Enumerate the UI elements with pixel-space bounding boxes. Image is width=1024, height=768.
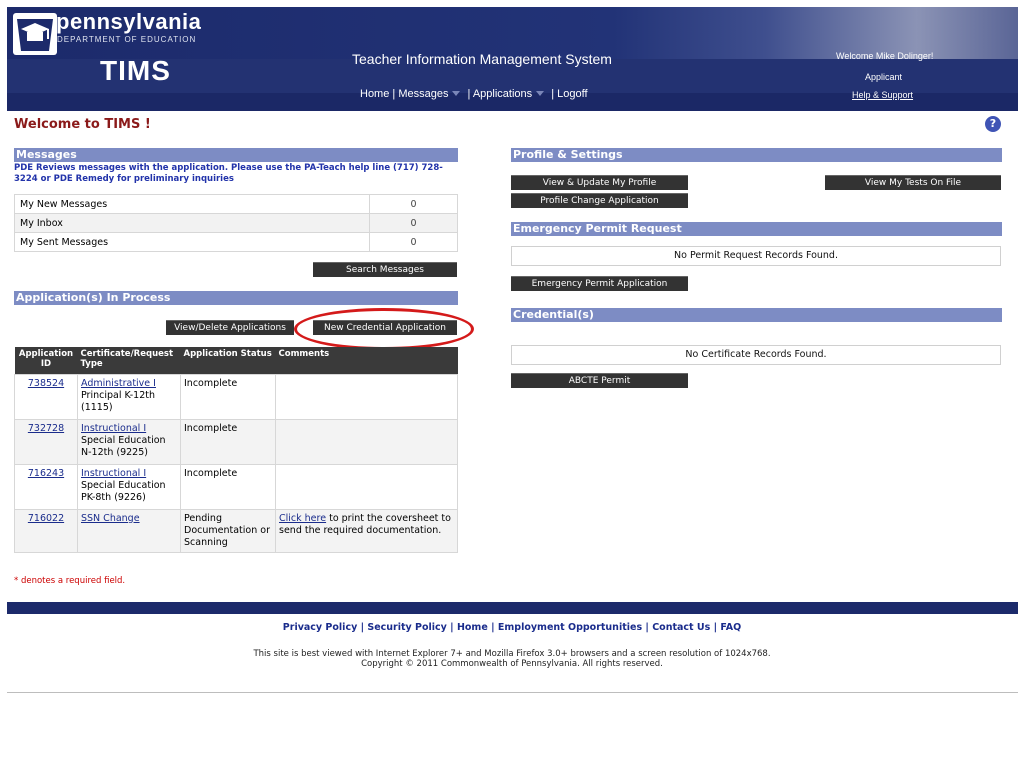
message-count: 0	[370, 195, 458, 214]
application-status: Incomplete	[181, 464, 276, 509]
application-id-link[interactable]: 716243	[27, 467, 65, 479]
search-messages-button[interactable]: Search Messages	[313, 262, 457, 277]
pa-keystone-logo-icon[interactable]	[13, 13, 57, 55]
page-title: Welcome to TIMS !	[14, 117, 151, 132]
tims-logo[interactable]: TIMS	[100, 55, 171, 86]
message-count: 0	[370, 233, 458, 252]
certificate-detail: Special Education N-12th (9225)	[81, 434, 166, 458]
table-row	[15, 509, 458, 552]
application-status: Incomplete	[181, 419, 276, 464]
footer-separator: |	[710, 622, 721, 633]
message-count: 0	[370, 214, 458, 233]
message-folder-label[interactable]: My New Messages	[15, 195, 370, 214]
applications-dropdown-icon[interactable]	[536, 91, 544, 96]
application-id-link[interactable]: 732728	[27, 422, 65, 434]
application-comment	[276, 509, 458, 552]
footer-separator: |	[357, 622, 368, 633]
nav-separator: |	[548, 88, 558, 100]
messages-table	[14, 194, 458, 252]
footer-employment-link[interactable]: Employment Opportunities	[497, 622, 643, 633]
profile-section-header: Profile & Settings	[511, 148, 1002, 162]
certificate-type-link[interactable]: Administrative I	[81, 377, 156, 389]
footer-divider	[7, 692, 1018, 693]
table-row[interactable]	[15, 233, 458, 252]
welcome-user-text: Welcome Mike Dolinger!	[836, 51, 934, 61]
profile-change-application-button[interactable]: Profile Change Application	[511, 193, 688, 208]
nav-home-link[interactable]: Home	[360, 88, 390, 100]
state-name: pennsylvania	[56, 9, 202, 34]
footer-privacy-link[interactable]: Privacy Policy	[282, 622, 358, 633]
system-name: Teacher Information Management System	[352, 51, 612, 67]
comment-text: to print the coversheet to send the required documentation.	[279, 512, 451, 536]
view-update-profile-button[interactable]: View & Update My Profile	[511, 175, 688, 190]
copyright: Copyright © 2011 Commonwealth of Pennsylvania. All rights reserved.	[361, 659, 663, 669]
application-id-link[interactable]: 738524	[27, 377, 65, 389]
emergency-permit-empty-message: No Permit Request Records Found.	[511, 246, 1001, 266]
message-folder-label[interactable]: My Sent Messages	[15, 233, 370, 252]
help-question-icon[interactable]: ?	[985, 116, 1001, 132]
view-tests-on-file-button[interactable]: View My Tests On File	[825, 175, 1001, 190]
certificate-type-link[interactable]: SSN Change	[81, 512, 140, 524]
footer-separator: |	[446, 622, 457, 633]
browser-recommendation: This site is best viewed with Internet Explorer 7+ and Mozilla Firefox 3.0+ browsers and a screen resolution of 1024x768.	[253, 649, 771, 659]
footer-links	[0, 622, 1024, 633]
help-support-link[interactable]: Help & Support	[852, 90, 914, 100]
nav-separator: |	[389, 88, 399, 100]
abcte-permit-button[interactable]: ABCTE Permit	[511, 373, 688, 388]
applications-table	[14, 347, 458, 553]
certificate-type-link[interactable]: Instructional I	[81, 422, 147, 434]
nav-messages-link[interactable]: Messages	[398, 88, 449, 100]
messages-note: PDE Reviews messages with the application. Please use the PA-Teach help line (717) 728-3224 or PDE Remedy for preliminary inquiries	[14, 163, 443, 184]
user-role-text: Applicant	[865, 72, 903, 82]
footer-separator: |	[642, 622, 653, 633]
message-folder-label[interactable]: My Inbox	[15, 214, 370, 233]
table-row	[15, 464, 458, 509]
application-id-link[interactable]: 716022	[27, 512, 65, 524]
table-row[interactable]	[15, 214, 458, 233]
footer-security-link[interactable]: Security Policy	[367, 622, 447, 633]
application-comment	[276, 464, 458, 509]
department-name: DEPARTMENT OF EDUCATION	[57, 35, 197, 44]
column-header-type: Certificate/Request Type	[78, 347, 181, 374]
nav-logoff-link[interactable]: Logoff	[557, 88, 588, 100]
column-header-status: Application Status	[181, 347, 276, 374]
messages-dropdown-icon[interactable]	[452, 91, 460, 96]
certificate-type-link[interactable]: Instructional I	[81, 467, 147, 479]
application-status: Incomplete	[181, 374, 276, 419]
comment-link[interactable]: Click here	[279, 512, 327, 524]
footer-home-link[interactable]: Home	[456, 622, 488, 633]
application-comment	[276, 419, 458, 464]
certificate-detail: Principal K-12th (1115)	[81, 389, 155, 413]
footer-separator: |	[487, 622, 498, 633]
application-comment	[276, 374, 458, 419]
emergency-permit-section-header: Emergency Permit Request	[511, 222, 1002, 236]
column-header-comments: Comments	[276, 347, 458, 374]
emergency-permit-application-button[interactable]: Emergency Permit Application	[511, 276, 688, 291]
nav-separator: |	[464, 88, 473, 100]
credentials-empty-message: No Certificate Records Found.	[511, 345, 1001, 365]
view-delete-applications-button[interactable]: View/Delete Applications	[166, 320, 294, 335]
credentials-section-header: Credential(s)	[511, 308, 1002, 322]
application-status: Pending Documentation or Scanning	[181, 509, 276, 552]
nav-applications-link[interactable]: Applications	[472, 88, 533, 100]
table-row[interactable]	[15, 195, 458, 214]
table-header-row	[15, 347, 458, 374]
new-credential-application-button[interactable]: New Credential Application	[313, 320, 457, 335]
footer-faq-link[interactable]: FAQ	[720, 622, 742, 633]
certificate-detail: Special Education PK-8th (9226)	[81, 479, 166, 503]
required-field-note: * denotes a required field.	[14, 576, 126, 586]
main-nav	[360, 88, 588, 100]
footer-bar	[7, 602, 1018, 614]
table-row	[15, 419, 458, 464]
footer-contact-link[interactable]: Contact Us	[652, 622, 711, 633]
applications-section-header: Application(s) In Process	[14, 291, 458, 305]
table-row	[15, 374, 458, 419]
column-header-id: Application ID	[15, 347, 78, 374]
messages-section-header: Messages	[14, 148, 458, 162]
